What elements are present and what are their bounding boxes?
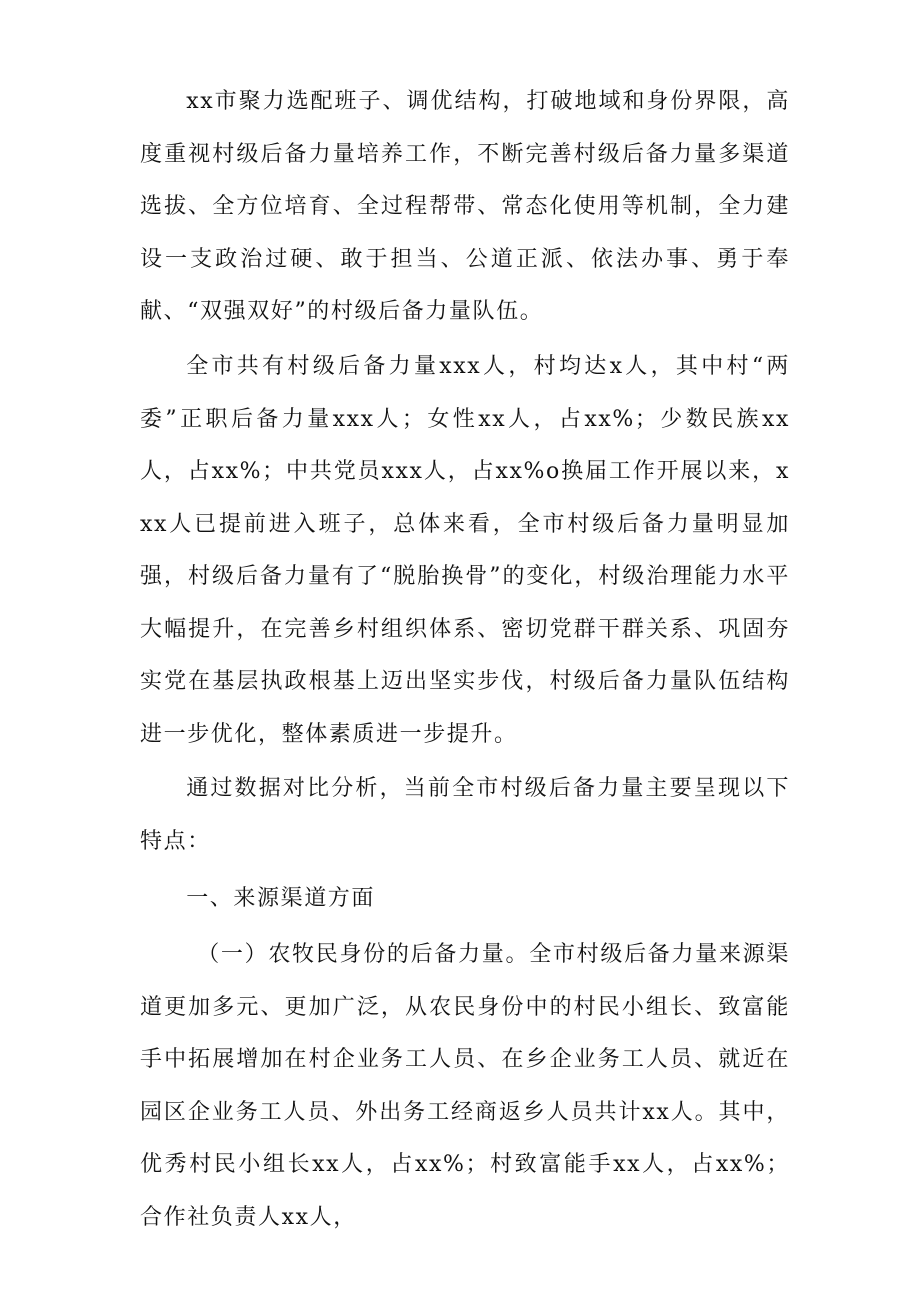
paragraph-statistics: 全市共有村级后备力量xxx人，村均达x人，其中村“两委”正职后备力量xxx人；女性xx人，占xx%；少数民族xx人，占xx%；中共党员xxx人，占xx%o换届工作开展以来，xxx人已提前进入班子，总体来看，全市村级后备力量明显加强，村级后备力量有了“脱胎换骨”的变化，村级治理能力水平大幅提升，在完善乡村组织体系、密切党群干群关系、巩固夯实党在基层执政根基上迈出坚实步伐，村级后备力量队伍结构进一步优化，整体素质进一步提升。 bbox=[140, 354, 790, 747]
section-heading: 一、来源渠道方面 bbox=[186, 886, 375, 911]
paragraph-intro: xx市聚力选配班子、调优结构，打破地域和身份界限，高度重视村级后备力量培养工作，不断完善村级后备力量多渠道选拔、全方位培育、全过程帮带、常态化使用等机制，全力建设一支政治过硬、敢于担当、公道正派、依法办事、勇于奉献、“双强双好”的村级后备力量队伍。 bbox=[140, 89, 790, 324]
paragraph-subsection-1: （一）农牧民身份的后备力量。全市村级后备力量来源渠道更加多元、更加广泛，从农民身份中的村民小组长、致富能手中拓展增加在村企业务工人员、在乡企业务工人员、就近在园区企业务工人员、外出务工经商返乡人员共计xx人。其中，优秀村民小组长xx人，占xx%；村致富能手xx人，占xx%；合作社负责人xx人， bbox=[140, 942, 790, 1230]
paragraph-analysis: 通过数据对比分析，当前全市村级后备力量主要呈现以下特点： bbox=[140, 776, 790, 854]
